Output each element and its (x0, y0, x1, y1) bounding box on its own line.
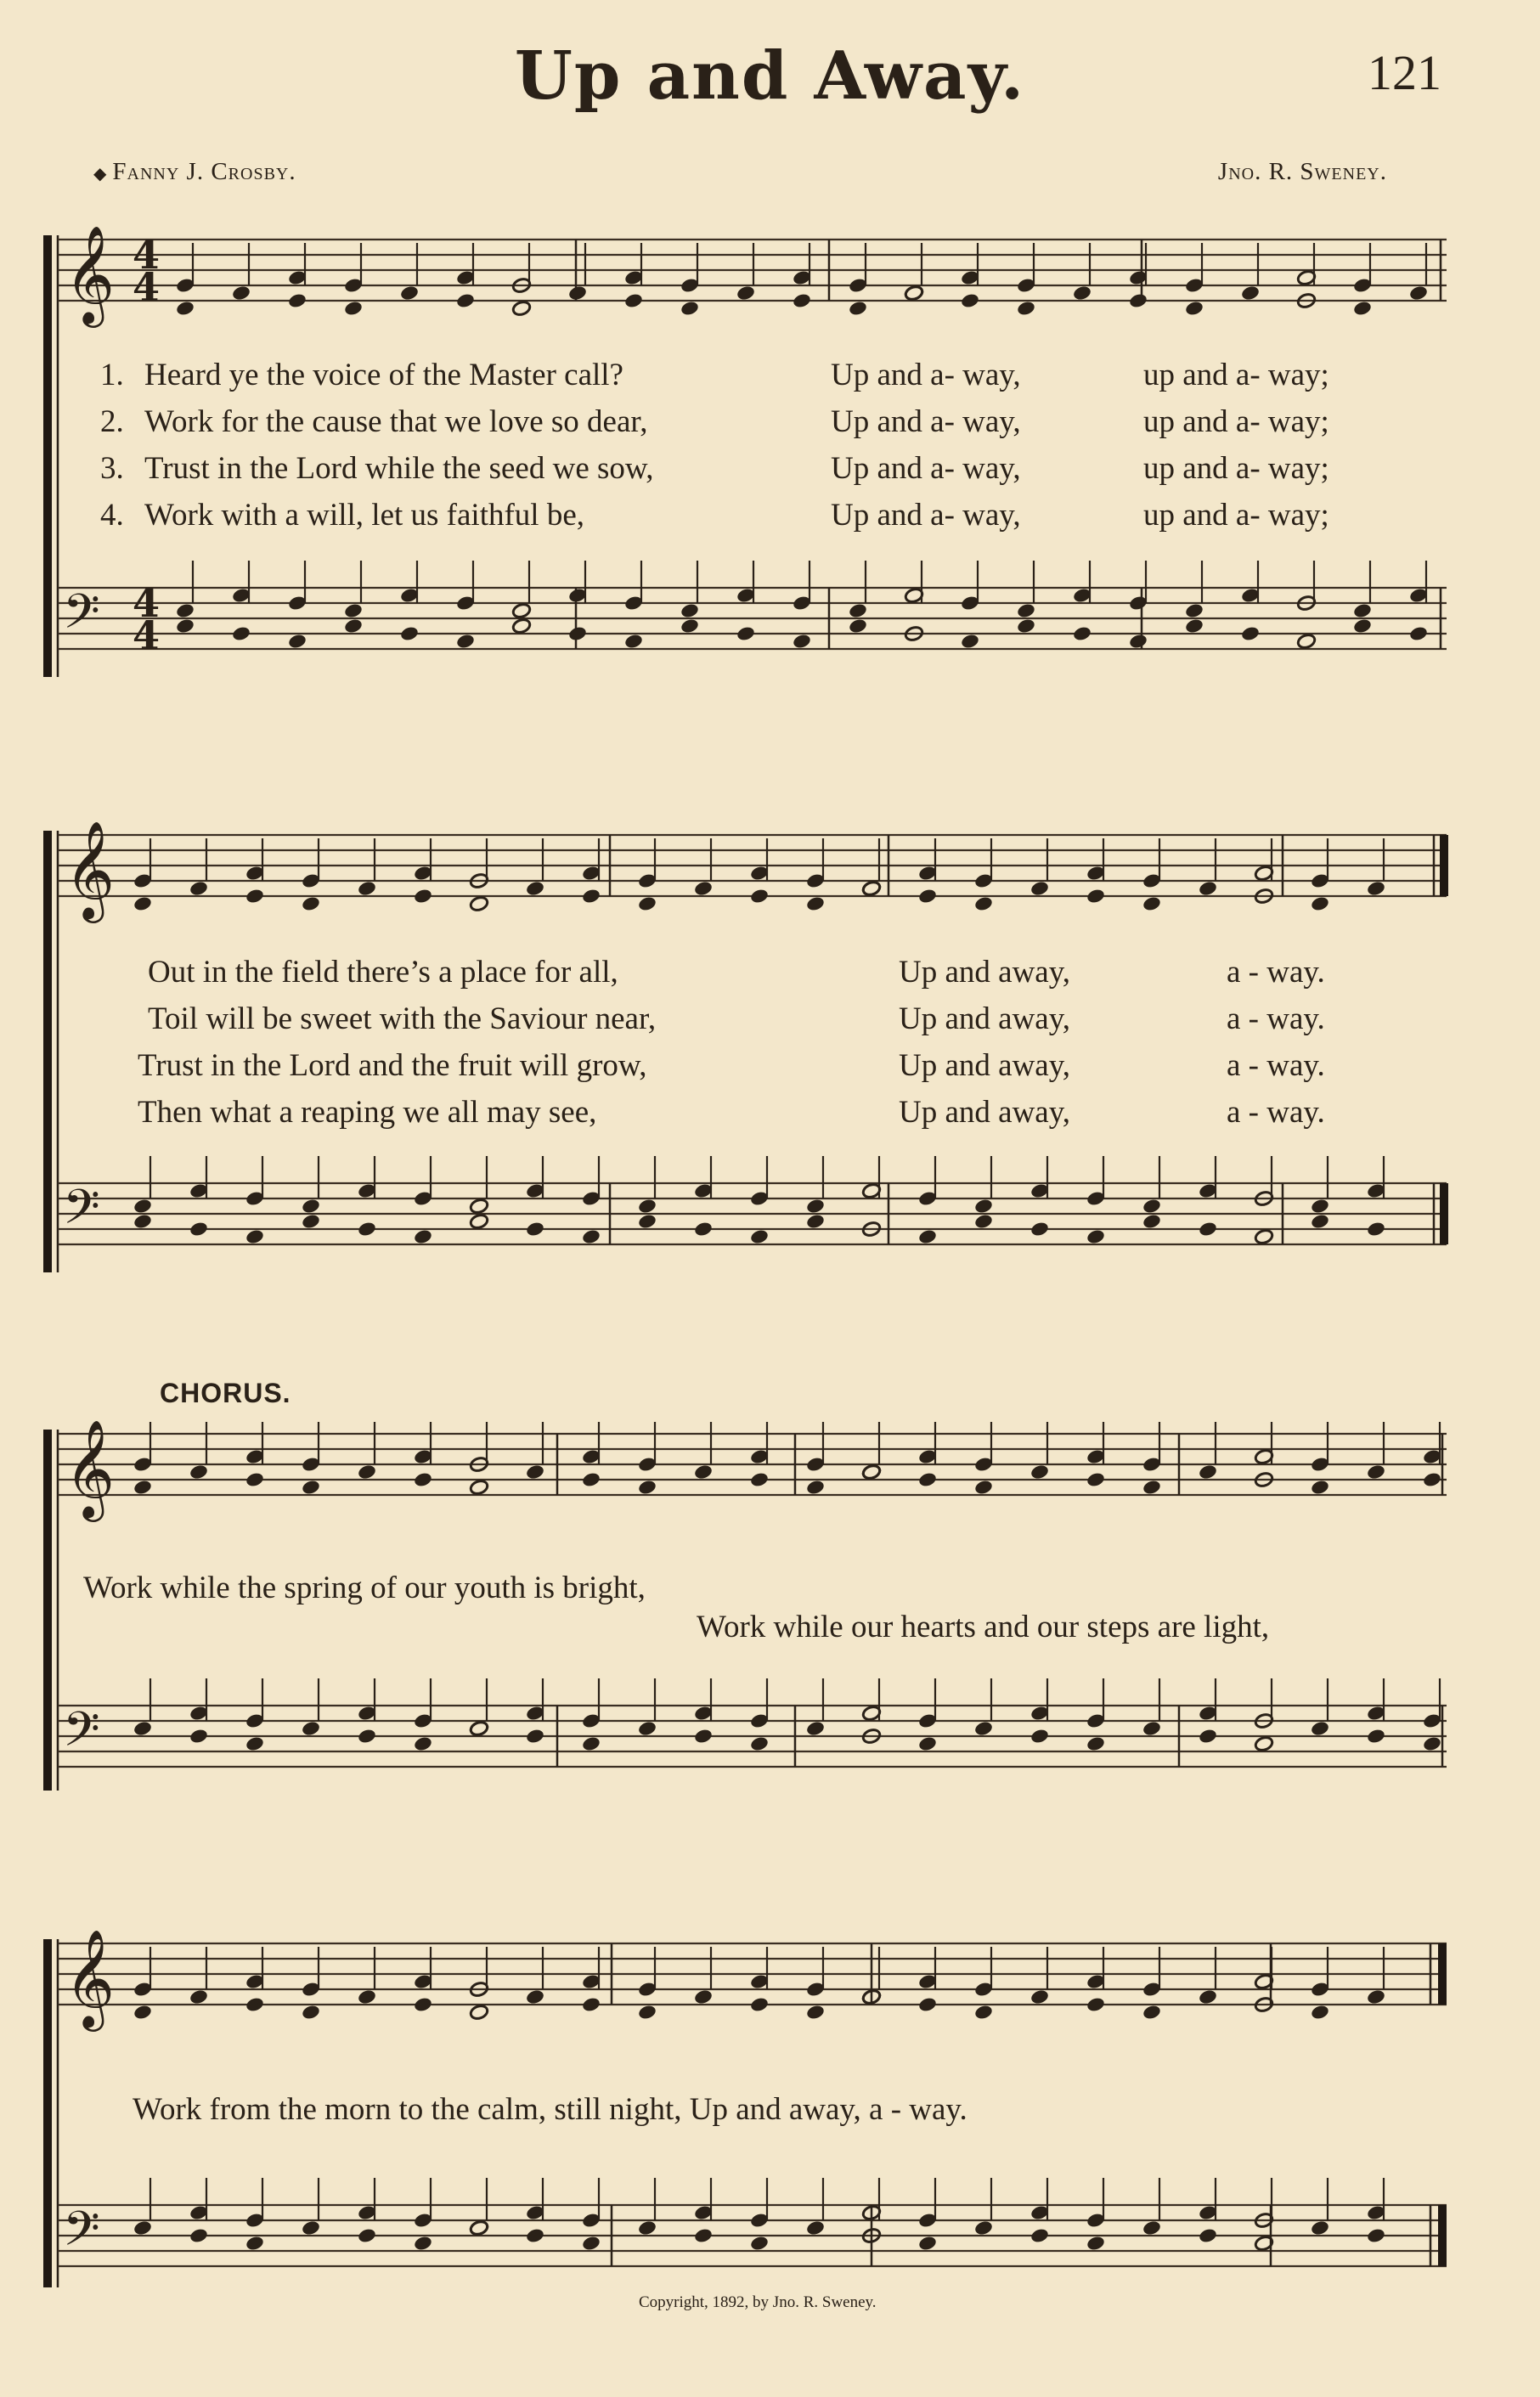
note-head (1086, 888, 1106, 905)
note-head (525, 1728, 545, 1745)
note-head (399, 285, 420, 302)
note-head (1352, 300, 1373, 317)
verse-2-line-d: Toil will be sweet with the Saviour near, (148, 1001, 657, 1036)
note-head (805, 2004, 826, 2021)
note-head (343, 300, 364, 317)
note-head (1310, 2219, 1330, 2236)
verse-1-line-a: 1. Heard ye the voice of the Master call? (100, 358, 623, 392)
note-head (917, 2235, 938, 2252)
note-head (861, 1464, 882, 1480)
note-head (973, 1213, 994, 1230)
note-head (1366, 1221, 1386, 1238)
note-head (1310, 2004, 1330, 2021)
page-number: 121 (1368, 45, 1441, 100)
note-head (680, 618, 700, 634)
note-head (581, 888, 601, 905)
note-head (231, 625, 251, 642)
treble-clef-icon: 𝄞 (65, 224, 116, 324)
treble-clef-icon: 𝄞 (65, 1928, 116, 2028)
note-head (749, 1735, 770, 1752)
note-head (1366, 880, 1386, 897)
note-head (623, 292, 644, 309)
verse-1-line-e: Up and away, (899, 955, 1071, 990)
note-head (917, 1471, 938, 1488)
note-head (623, 633, 644, 650)
note-head (1072, 285, 1092, 302)
note-head (973, 1198, 994, 1215)
note-head (357, 1221, 377, 1238)
note-head (1029, 1464, 1050, 1480)
note-head (792, 633, 812, 650)
note-head (511, 602, 532, 619)
verse-2-line-a: 2. Work for the cause that we love so dear, (100, 404, 648, 439)
note-head (1408, 285, 1429, 302)
verse-4-line-c: up and a- way; (1143, 498, 1329, 533)
verse-2-line-c: up and a- way; (1143, 404, 1329, 439)
note-head (413, 1735, 433, 1752)
verse-3-line-c: up and a- way; (1143, 451, 1329, 486)
verse-2-line-e: Up and away, (899, 1001, 1071, 1036)
note-head (1184, 300, 1204, 317)
note-head (1310, 1213, 1330, 1230)
note-head (1198, 1988, 1218, 2005)
note-head (693, 1728, 714, 1745)
bass-staff-3 (58, 1706, 1447, 1767)
note-head (637, 1720, 657, 1737)
note-head (805, 1720, 826, 1737)
note-head (1366, 1728, 1386, 1745)
chorus-line-2: Work while our hearts and our steps are light, (697, 1610, 1270, 1644)
note-head (133, 1720, 153, 1737)
note-head (1184, 602, 1204, 619)
note-head (189, 1221, 209, 1238)
note-head (917, 1996, 938, 2013)
note-head (581, 1471, 601, 1488)
verse-lyrics-block-1 (100, 357, 1425, 533)
note-head (357, 880, 377, 897)
note-head (133, 2004, 153, 2021)
note-head (736, 625, 756, 642)
lyricist-name: Fanny J. Crosby. (112, 158, 296, 185)
note-head (1198, 880, 1218, 897)
note-head (1184, 618, 1204, 634)
note-head (917, 1735, 938, 1752)
note-head (1352, 602, 1373, 619)
treble-clef-icon: 𝄞 (65, 820, 116, 919)
note-head (1366, 2227, 1386, 2244)
note-head (189, 1464, 209, 1480)
note-head (455, 292, 476, 309)
note-head (1240, 625, 1261, 642)
note-head (1254, 1228, 1274, 1245)
note-head (581, 1996, 601, 2013)
note-head (973, 1720, 994, 1737)
note-head (1086, 1735, 1106, 1752)
verse-1-line-d: Out in the field there’s a place for all, (148, 955, 618, 990)
note-head (1142, 1479, 1162, 1496)
note-head (469, 1213, 489, 1230)
note-head (511, 618, 532, 634)
note-head (848, 300, 868, 317)
barlines-3 (557, 1434, 1442, 1767)
verse-2-line-f: a - way. (1227, 1001, 1325, 1036)
note-head (1366, 1988, 1386, 2005)
note-head (1310, 895, 1330, 912)
note-head (637, 895, 657, 912)
note-head (413, 2235, 433, 2252)
note-head (1142, 1720, 1162, 1737)
note-head (399, 625, 420, 642)
verse-3-line-b: Up and a- way, (831, 451, 1021, 486)
note-head (413, 1996, 433, 2013)
chorus-line-3: Work from the morn to the calm, still night, Up and away, a - way. (133, 2092, 967, 2127)
note-head (469, 1720, 489, 1737)
note-head (1128, 292, 1148, 309)
note-head (861, 880, 882, 897)
note-head (1198, 1464, 1218, 1480)
note-head (245, 1735, 265, 1752)
treble-staff-3 (58, 1434, 1447, 1495)
verse-3-line-a: 3. Trust in the Lord while the seed we sow, (100, 451, 654, 486)
note-head (680, 602, 700, 619)
note-head (917, 1228, 938, 1245)
note-head (1086, 1228, 1106, 1245)
note-head (1016, 602, 1036, 619)
note-head (133, 1213, 153, 1230)
note-head (1240, 285, 1261, 302)
time-signature-top: 4 (133, 232, 161, 278)
verse-4-line-b: Up and a- way, (831, 498, 1021, 533)
note-head (567, 285, 588, 302)
note-head (1086, 1471, 1106, 1488)
note-head (1198, 2227, 1218, 2244)
composer: Jno. R. Sweney. (1217, 158, 1387, 185)
bass-clef-icon: 𝄢 (63, 2202, 100, 2269)
note-head (1422, 1471, 1442, 1488)
note-head (973, 2004, 994, 2021)
note-head (245, 1471, 265, 1488)
verse-lyrics-block-2 (136, 954, 1410, 1130)
note-head (455, 633, 476, 650)
verse-1-line-c: up and a- way; (1143, 358, 1329, 392)
note-head (1310, 1479, 1330, 1496)
note-head (413, 1228, 433, 1245)
note-head (301, 2004, 321, 2021)
note-head (693, 1988, 714, 2005)
note-head (469, 2219, 489, 2236)
note-head (133, 895, 153, 912)
note-head (1296, 633, 1317, 650)
note-head (511, 300, 532, 317)
note-head (245, 888, 265, 905)
note-head (357, 1988, 377, 2005)
note-head (973, 1479, 994, 1496)
note-head (189, 1728, 209, 1745)
note-head (133, 1479, 153, 1496)
note-head (1310, 1198, 1330, 1215)
note-head (287, 292, 307, 309)
note-head (245, 1996, 265, 2013)
note-head (693, 880, 714, 897)
note-head (231, 285, 251, 302)
note-head (525, 2227, 545, 2244)
note-head (1016, 300, 1036, 317)
note-head (1086, 1996, 1106, 2013)
note-head (693, 1221, 714, 1238)
note-head (189, 880, 209, 897)
note-head (343, 618, 364, 634)
hymn-title: Up and Away. (514, 37, 1026, 115)
note-head (581, 2235, 601, 2252)
note-head (792, 292, 812, 309)
verse-4-line-d: Then what a reaping we all may see, (138, 1095, 597, 1130)
note-head (637, 1198, 657, 1215)
note-head (301, 1213, 321, 1230)
note-head (960, 292, 980, 309)
note-head (413, 1471, 433, 1488)
note-head (680, 300, 700, 317)
note-head (1029, 1988, 1050, 2005)
note-head (1408, 625, 1429, 642)
verse-1-line-f: a - way. (1227, 955, 1325, 990)
note-head (469, 1198, 489, 1215)
note-head (749, 1228, 770, 1245)
note-head (469, 2004, 489, 2021)
note-head (133, 1198, 153, 1215)
note-head (1086, 2235, 1106, 2252)
note-head (1198, 1728, 1218, 1745)
note-head (637, 1479, 657, 1496)
note-head (1128, 633, 1148, 650)
note-head (736, 285, 756, 302)
treble-staff-2 (58, 835, 1447, 896)
verse-4-line-f: a - way. (1227, 1095, 1325, 1130)
time-signature-bottom: 4 (133, 264, 161, 310)
note-head (525, 1988, 545, 2005)
note-head (301, 895, 321, 912)
copyright-notice: Copyright, 1892, by Jno. R. Sweney. (639, 2293, 877, 2311)
note-head (1422, 1735, 1442, 1752)
chorus-label: CHORUS. (160, 1378, 291, 1408)
note-head (637, 2219, 657, 2236)
note-head (189, 1988, 209, 2005)
note-head (960, 633, 980, 650)
verse-3-line-e: Up and away, (899, 1048, 1071, 1083)
note-head (1366, 1464, 1386, 1480)
note-head (413, 888, 433, 905)
verse-3-line-f: a - way. (1227, 1048, 1325, 1083)
note-head (357, 1464, 377, 1480)
note-head (904, 285, 924, 302)
note-head (693, 2227, 714, 2244)
note-head (301, 1479, 321, 1496)
note-head (245, 2235, 265, 2252)
note-head (357, 1728, 377, 1745)
note-head (749, 1471, 770, 1488)
note-head (848, 602, 868, 619)
note-head (525, 1464, 545, 1480)
note-head (1352, 618, 1373, 634)
note-head (567, 625, 588, 642)
note-head (1029, 1221, 1050, 1238)
note-head (1310, 1720, 1330, 1737)
time-signature-bottom-bass: 4 (133, 612, 161, 658)
note-head (973, 895, 994, 912)
note-head (175, 602, 195, 619)
note-head (525, 880, 545, 897)
note-head (301, 2219, 321, 2236)
note-head (1142, 1213, 1162, 1230)
note-head (1142, 1198, 1162, 1215)
bass-clef-icon: 𝄢 (63, 584, 100, 651)
note-head (805, 2219, 826, 2236)
note-head (357, 2227, 377, 2244)
bass-clef-icon: 𝄢 (63, 1702, 100, 1769)
note-head (343, 602, 364, 619)
chorus-line-1: Work while the spring of our youth is bright, (83, 1571, 646, 1605)
verse-2-line-b: Up and a- way, (831, 404, 1021, 439)
note-head (175, 300, 195, 317)
note-head (133, 2219, 153, 2236)
lyricist: ◆ Fanny J. Crosby. (93, 158, 296, 185)
note-head (1016, 618, 1036, 634)
time-signature-top-bass: 4 (133, 580, 161, 626)
verse-4-line-a: 4. Work with a will, let us faithful be, (100, 498, 584, 533)
note-head (581, 1735, 601, 1752)
note-head (637, 1213, 657, 1230)
note-head (525, 1221, 545, 1238)
note-head (1029, 1728, 1050, 1745)
note-head (301, 1720, 321, 1737)
note-head (245, 1228, 265, 1245)
note-head (749, 1996, 770, 2013)
note-head (469, 895, 489, 912)
verse-4-line-e: Up and away, (899, 1095, 1071, 1130)
note-head (805, 895, 826, 912)
note-head (469, 1479, 489, 1496)
note-head (637, 2004, 657, 2021)
verse-1-line-b: Up and a- way, (831, 358, 1021, 392)
note-head (1029, 2227, 1050, 2244)
note-head (1254, 1735, 1274, 1752)
note-head (749, 2235, 770, 2252)
note-head (1029, 880, 1050, 897)
note-head (287, 633, 307, 650)
note-head (693, 1464, 714, 1480)
bass-clef-icon: 𝄢 (63, 1180, 100, 1247)
note-head (848, 618, 868, 634)
note-head (917, 888, 938, 905)
note-head (1142, 895, 1162, 912)
note-head (175, 618, 195, 634)
bass-staff-4 (58, 2205, 1447, 2266)
note-head (805, 1198, 826, 1215)
note-head (749, 888, 770, 905)
verse-3-line-d: Trust in the Lord and the fruit will grow, (138, 1048, 647, 1083)
note-head (581, 1228, 601, 1245)
note-head (1142, 2219, 1162, 2236)
note-head (805, 1479, 826, 1496)
note-head (1072, 625, 1092, 642)
note-head (1198, 1221, 1218, 1238)
note-head (189, 2227, 209, 2244)
note-head (301, 1198, 321, 1215)
note-head (1142, 2004, 1162, 2021)
treble-staff-4 (58, 1943, 1447, 2005)
note-head (805, 1213, 826, 1230)
note-head (973, 2219, 994, 2236)
treble-clef-icon: 𝄞 (65, 1418, 116, 1518)
